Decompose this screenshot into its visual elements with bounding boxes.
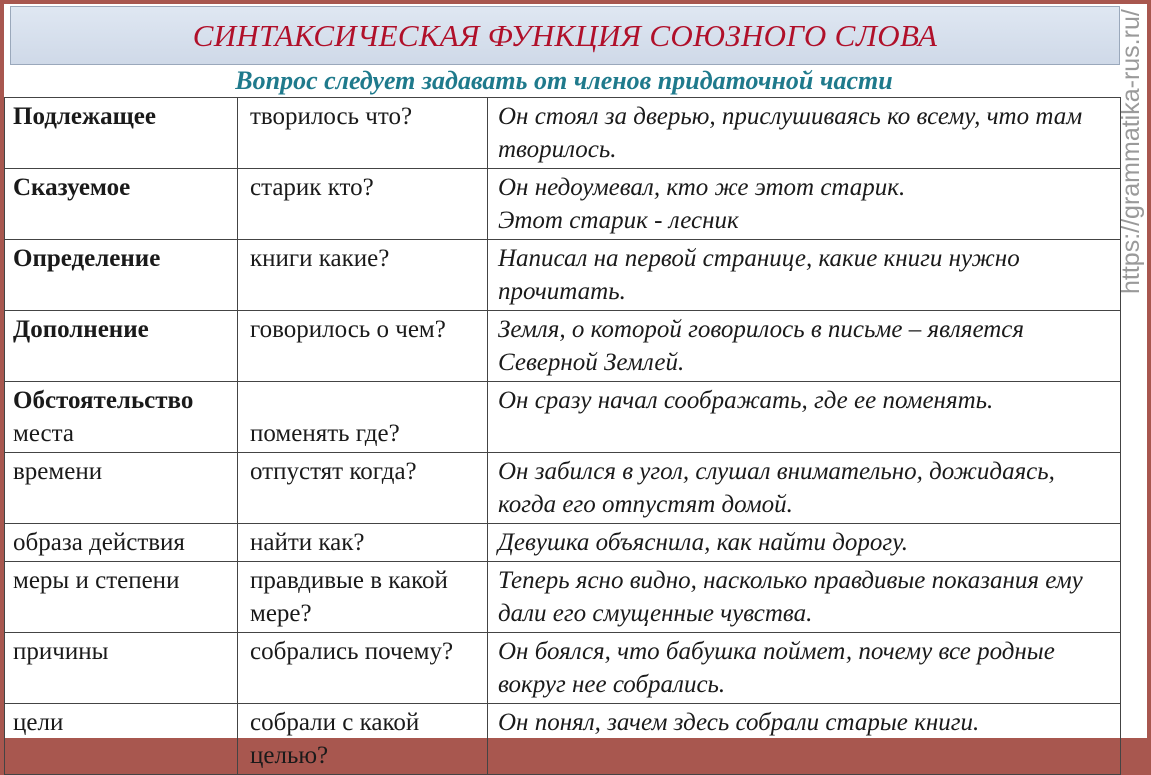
function-cell: Определение [5,240,238,311]
example-cell: Он сразу начал соображать, где ее поменять. [488,382,1121,453]
example-cell: Он забился в угол, слушал внимательно, дожидаясь, когда его отпустят домой. [488,453,1121,524]
watermark-url: https://grammatika-rus.ru/ [1117,9,1145,294]
example-line: Этот старик - лесник [498,207,739,234]
table-row [5,98,1121,169]
question-cell: отпустят когда? [238,453,488,524]
example-cell: Написал на первой странице, какие книги нужно прочитать. [488,240,1121,311]
function-cell: меры и степени [5,562,238,633]
table-row [5,240,1121,311]
table-row [5,311,1121,382]
question-cell: найти как? [238,524,488,562]
function-heading: Обстоятельство [13,387,194,414]
question-cell [238,382,488,453]
example-cell: Теперь ясно видно, насколько правдивые показания ему дали его смущенные чувства. [488,562,1121,633]
table-row [5,704,1121,775]
table-row [5,633,1121,704]
question-cell: собрали с какой целью? [238,704,488,775]
function-subtype: места [13,420,74,447]
function-cell: времени [5,453,238,524]
table-row [5,562,1121,633]
function-cell: причины [5,633,238,704]
function-cell: образа действия [5,524,238,562]
worksheet [4,4,1147,769]
question-cell: собрались почему? [238,633,488,704]
example-cell: Он понял, зачем здесь собрали старые книги. [488,704,1121,775]
table-row [5,169,1121,240]
question-cell: книги какие? [238,240,488,311]
function-cell: Сказуемое [5,169,238,240]
example-cell: Девушка объяснила, как найти дорогу. [488,524,1121,562]
table-row [5,453,1121,524]
example-cell [488,169,1121,240]
question-cell: творилось что? [238,98,488,169]
function-cell: Подлежащее [5,98,238,169]
page-title: СИНТАКСИЧЕСКАЯ ФУНКЦИЯ СОЮЗНОГО СЛОВА [10,6,1120,65]
function-cell [5,382,238,453]
question-text: поменять где? [250,420,400,447]
question-cell: старик кто? [238,169,488,240]
example-line: Он недоумевал, кто же этот старик. [498,174,906,201]
example-cell: Он боялся, что бабушка поймет, почему все родные вокруг нее собрались. [488,633,1121,704]
question-cell: говорилось о чем? [238,311,488,382]
table-row [5,382,1121,453]
table-row [5,524,1121,562]
function-cell: Дополнение [5,311,238,382]
syntax-function-table [4,97,1121,775]
example-cell: Он стоял за дверью, прислушиваясь ко всему, что там творилось. [488,98,1121,169]
example-cell: Земля, о которой говорилось в письме – является Северной Землей. [488,311,1121,382]
subtitle: Вопрос следует задавать от членов придаточной части [235,66,893,95]
question-cell: правдивые в какой мере? [238,562,488,633]
function-cell: цели [5,704,238,775]
